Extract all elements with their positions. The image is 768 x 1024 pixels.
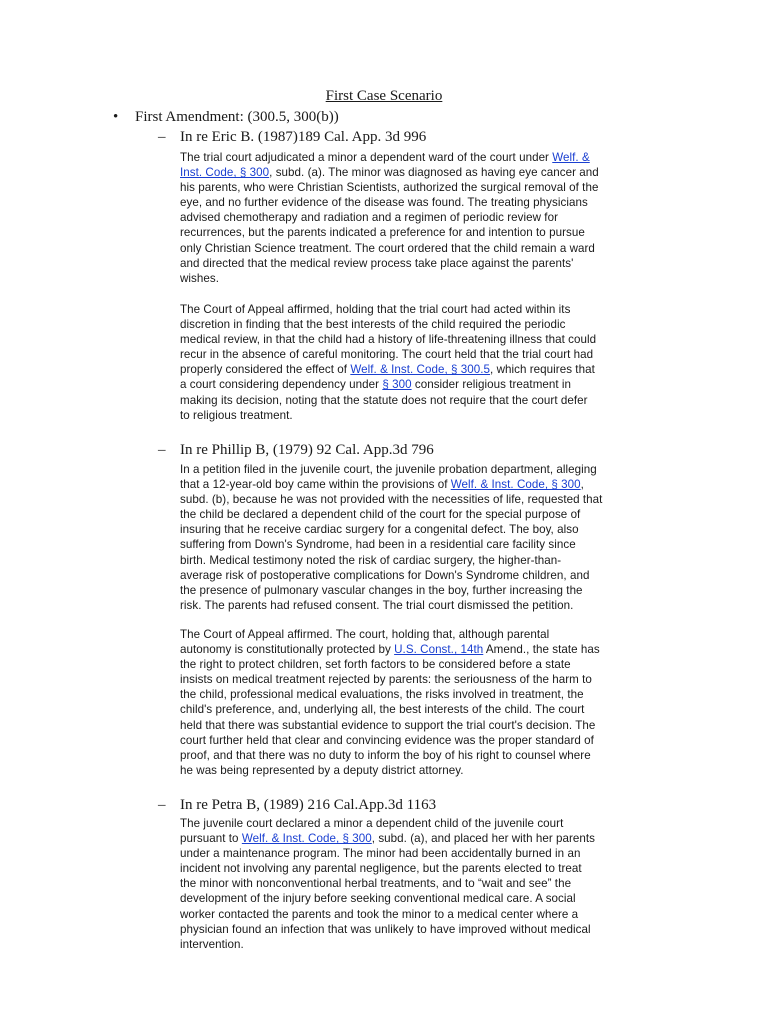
case-paragraph: [180, 302, 680, 423]
paragraph-text: The trial court adjudicated a minor a dependent ward of the court under: [180, 151, 553, 164]
paragraph-text: , subd. (a), and placed her with her parents under a maintenance program. The minor had been accidentally burned in an incident not involving any parental negligence, but the parents elected to treat the minor with nonconventional herbal treatments, and to “wait and see” the development of the injury before seeking conventional medical care. A social worker contacted the parents and took the minor to a medical center where a physician found an infection that was unlikely to have improved without medical intervention.: [180, 832, 596, 951]
paragraph-text: , subd. (a). The minor was diagnosed as having eye cancer and his parents, who were Christian Scientists, authorized the surgical removal of the eye, and no further evidence of the disease was found. The treating physicians advised chemotherapy and radiation and a regimen of periodic review for recurrences, but the parents indicated a preference for and intention to pursue only Christian Science treatment. The court ordered that the child remain a ward and directed that the medical review process take place against the parents' wishes.: [180, 166, 599, 285]
case-paragraph: [180, 816, 680, 952]
document-title: First Case Scenario: [325, 88, 443, 104]
bullet-text: First Amendment: (300.5, 300(b)): [135, 109, 339, 125]
case-paragraph: [180, 150, 680, 286]
paragraph-text: Amend., the state has the right to protect children, set forth factors to be considered before a state insists on medical treatment rejected by parents: the seriousness of the harm to the child, professional medical evaluations, the risks involved in treatment, the child's preference, and, underlying all, the best interests of the child. The court held that there was substantial evidence to support the trial court's decision. The court further held that clear and convincing evidence was the proper standard of proof, and that there was no duty to inform the boy of his right to counsel where he was being represented by a deputy district attorney.: [180, 643, 600, 777]
case-heading-eric-b: [158, 129, 426, 146]
dash-symbol: –: [158, 442, 166, 458]
statute-link[interactable]: Welf. & Inst. Code, § 300: [241, 832, 372, 846]
case-heading-phillip-b: [158, 442, 434, 459]
statute-link[interactable]: Welf. & Inst. Code, § 300.5: [350, 363, 491, 377]
case-paragraph: [180, 462, 680, 613]
paragraph-text: In a petition filed in the juvenile court, the juvenile probation department, alleging that a 12-year-old boy came within the provisions of: [180, 463, 597, 492]
paragraph-text: The juvenile court declared a minor a dependent child of the juvenile court pursuant to: [180, 817, 564, 846]
case-title: In re Phillip B, (1979) 92 Cal. App.3d 796: [180, 442, 434, 458]
bullet-symbol: •: [113, 109, 119, 125]
statute-link[interactable]: § 300: [382, 378, 412, 392]
paragraph-text: The Court of Appeal affirmed. The court, holding that, although parental autonomy is constitutionally protected by: [180, 628, 550, 657]
case-title: In re Eric B. (1987)189 Cal. App. 3d 996: [180, 129, 427, 145]
paragraph-text: , which requires that a court considering dependency under: [180, 363, 595, 392]
case-paragraph: [180, 627, 680, 778]
case-heading-petra-b: [158, 797, 436, 814]
case-title: In re Petra B, (1989) 216 Cal.App.3d 1163: [180, 797, 437, 813]
paragraph-text: consider religious treatment in making its decision, noting that the statute does not require that the court defer to religious treatment.: [180, 378, 588, 422]
dash-symbol: –: [158, 129, 166, 145]
paragraph-text: , subd. (b), because he was not provided with the necessities of life, requested that the child be declared a dependent child of the court for the special purpose of insuring that he receive cardiac surgery for a congenital defect. The boy, also suffering from Down's Syndrome, had been in a residential care facility since birth. Medical testimony noted the risk of cardiac surgery, the higher-than- average risk of postoperative complications for Down's Syndrome children, and the presence of pulmonary vascular changes in the boy, further increasing the risk. The parents had refused consent. The trial court dismissed the petition.: [180, 478, 603, 612]
paragraph-text: The Court of Appeal affirmed, holding that the trial court had acted within its discretion in finding that the best interests of the child required the periodic medical review, in that the child had a history of life-threatening illness that could recur in the absence of careful monitoring. The court held that the trial court had properly considered the effect of: [180, 303, 597, 377]
bullet-item-first-amendment: [113, 109, 339, 126]
statute-link[interactable]: U.S. Const., 14th: [394, 643, 484, 657]
dash-symbol: –: [158, 797, 166, 813]
statute-link[interactable]: Welf. & Inst. Code, § 300: [450, 478, 581, 492]
statute-link[interactable]: Welf. & Inst. Code, § 300: [180, 151, 590, 180]
